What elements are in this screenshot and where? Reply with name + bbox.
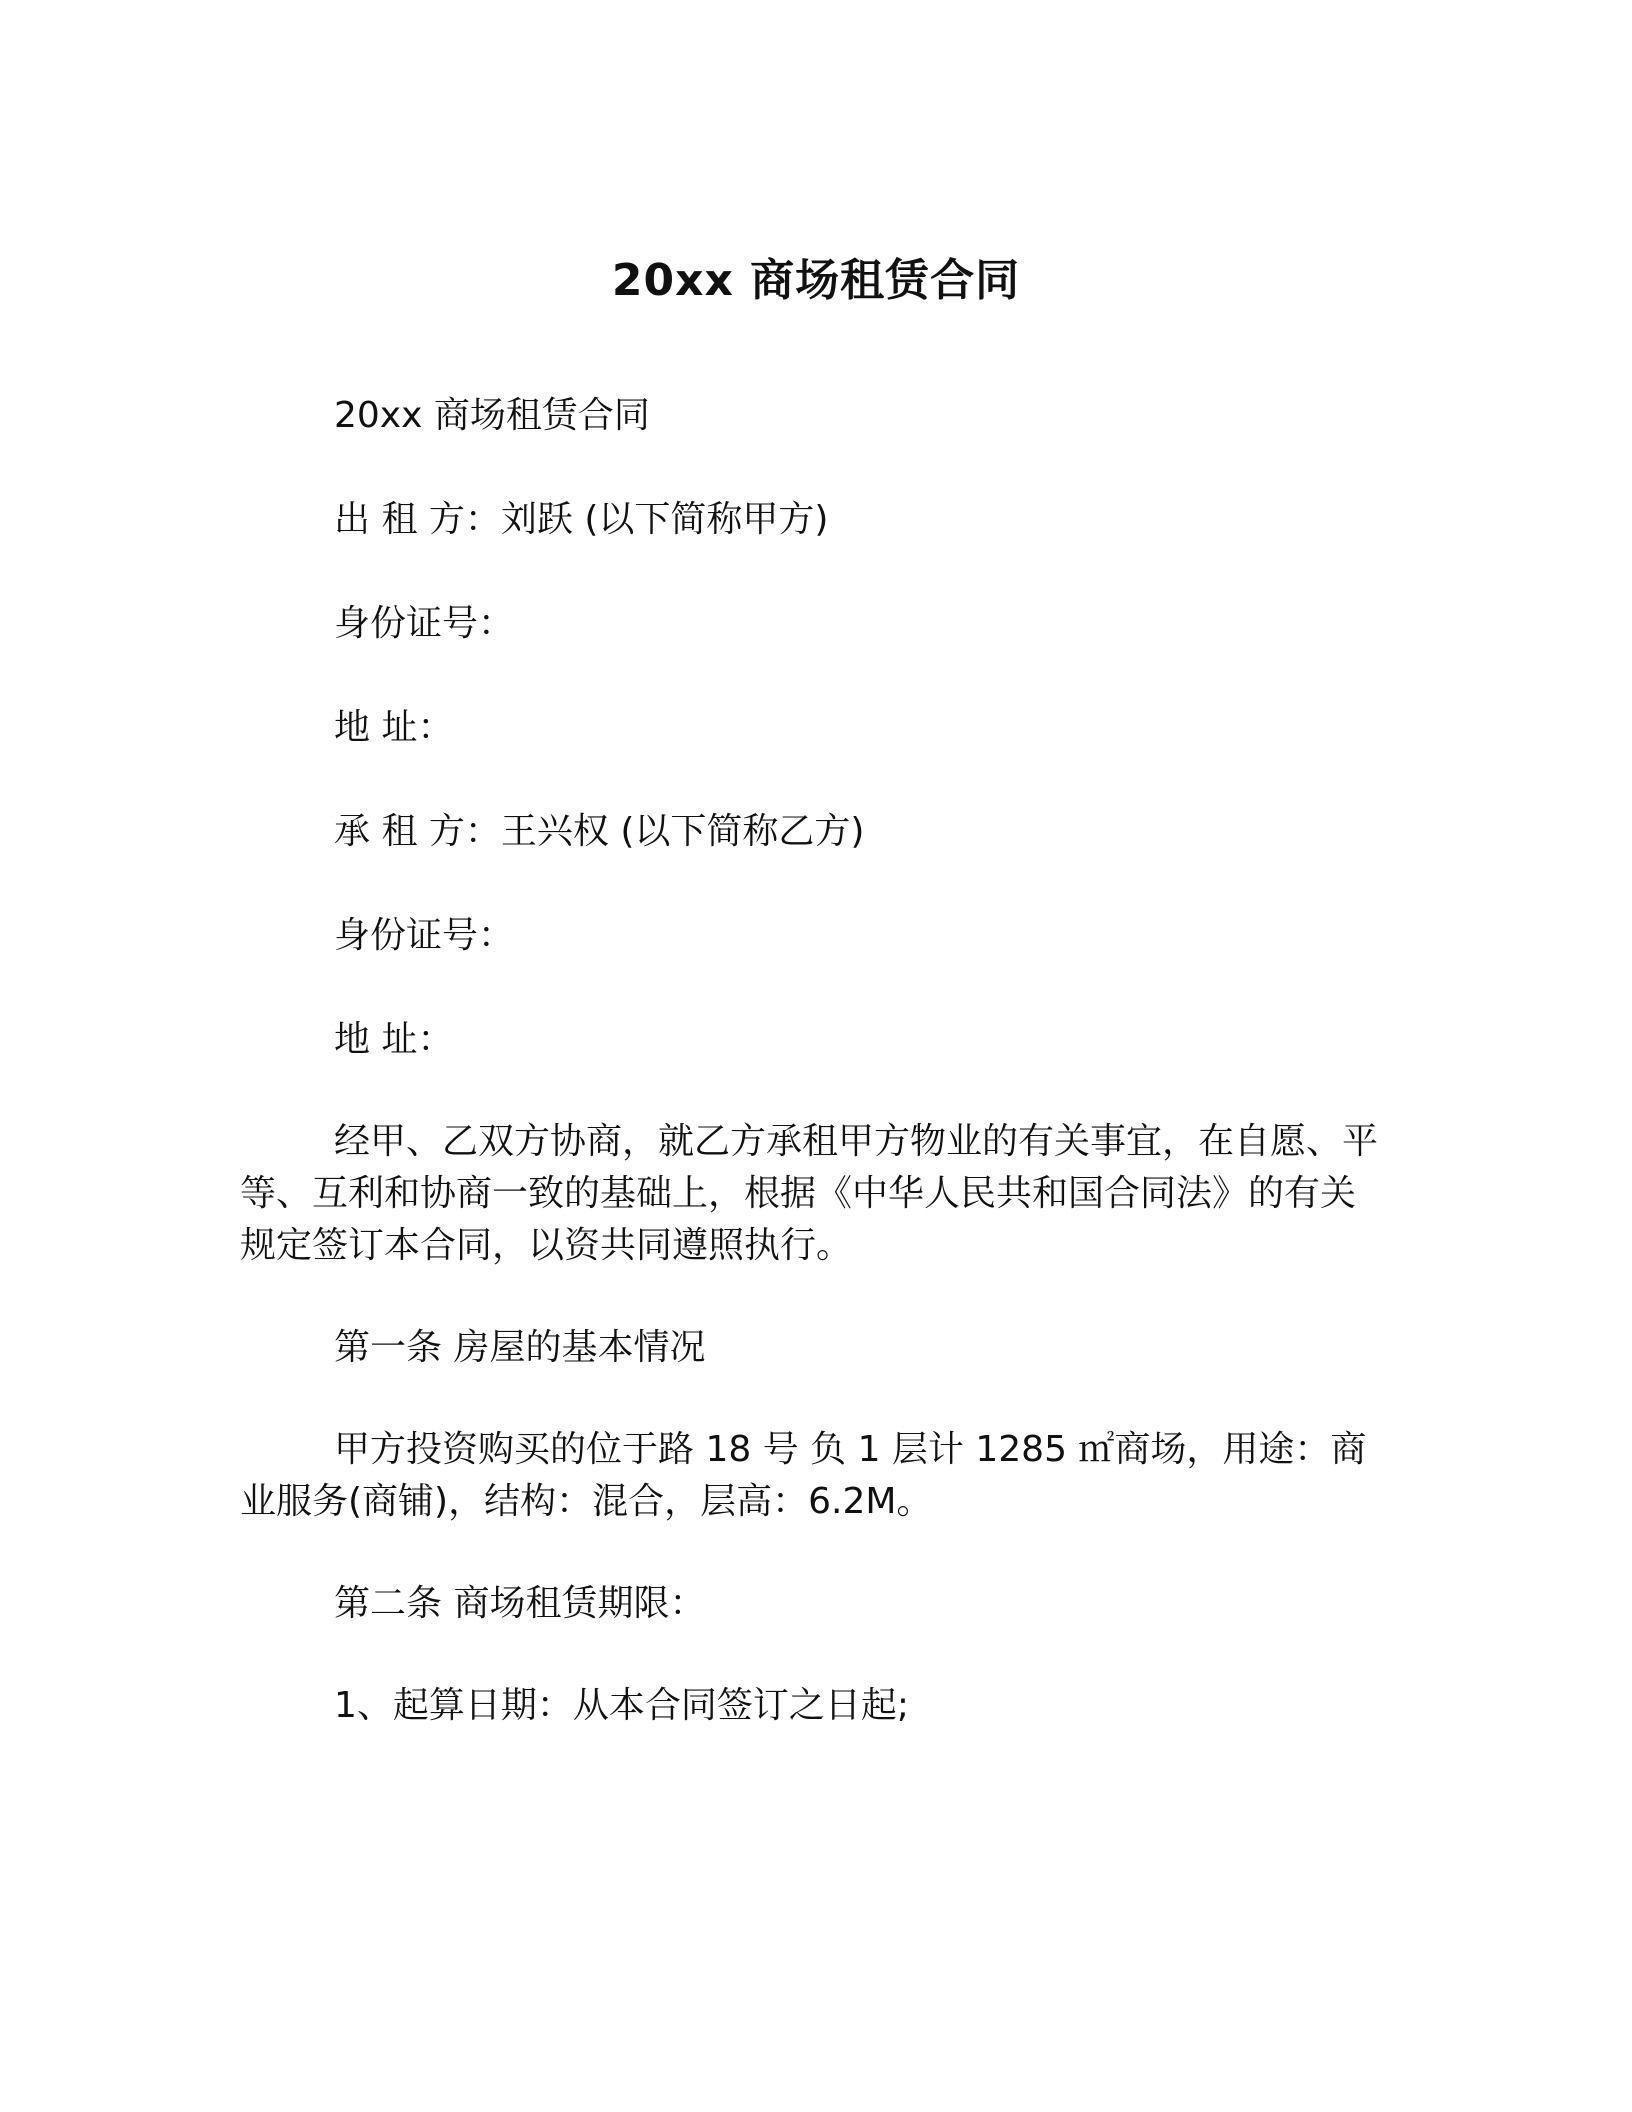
lessor-value: 刘跃 (以下简称甲方) <box>500 499 829 540</box>
document-title: 20xx 商场租赁合同 <box>611 255 1021 307</box>
lessee-address-line: 地 址： <box>334 1019 454 1060</box>
lessor-address-line: 地 址： <box>334 707 454 748</box>
lessee-value: 王兴权 (以下简称乙方) <box>500 811 865 852</box>
article1-body: 甲方投资购买的位于路 18 号 负 1 层计 1285 ㎡商场，用途：商业服务(商铺)，结构：混合，层高：6.2M。 <box>240 1429 1367 1522</box>
contract-name-line: 20xx 商场租赁合同 <box>334 395 650 436</box>
lessor-id-line: 身份证号： <box>334 603 515 644</box>
article1-heading: 第一条 房屋的基本情况 <box>334 1327 706 1368</box>
lessee-line <box>240 806 1380 858</box>
lessor-line <box>240 494 1380 546</box>
document-body <box>240 390 1380 1732</box>
preamble-paragraph: 经甲、乙双方协商，就乙方承租甲方物业的有关事宜，在自愿、平等、互利和协商一致的基础上，根据《中华人民共和国合同法》的有关规定签订本合同，以资共同遵照执行。 <box>240 1121 1379 1266</box>
lessee-label: 承 租 方： <box>334 811 501 852</box>
lessee-id-line: 身份证号： <box>334 915 515 956</box>
lessor-label: 出 租 方： <box>334 499 501 540</box>
article2-heading: 第二条 商场租赁期限： <box>334 1583 706 1624</box>
article2-item1: 1、起算日期：从本合同签订之日起; <box>334 1685 910 1726</box>
